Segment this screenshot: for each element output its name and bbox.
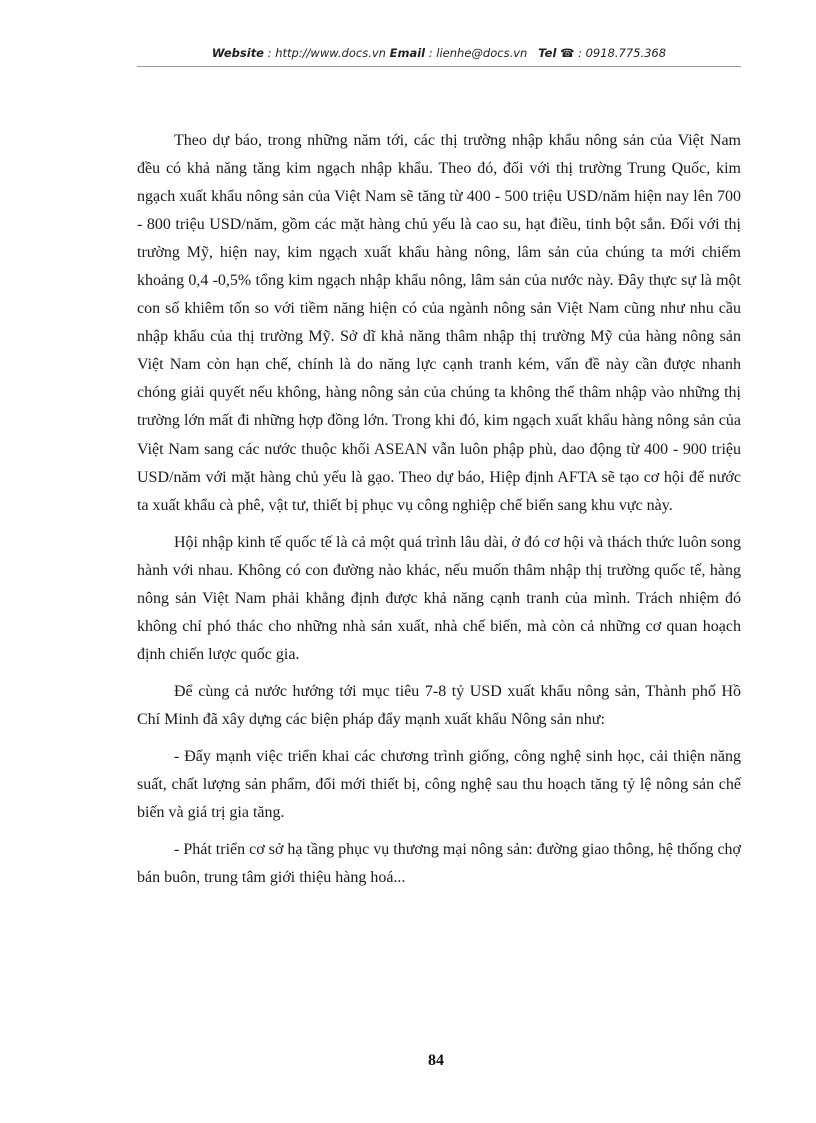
header-divider xyxy=(137,66,741,67)
bullet-item: - Đẩy mạnh việc triển khai các chương trình giống, công nghệ sinh học, cải thiện năng suất, chất lượng sản phẩm, đổi mới thiết bị, công nghệ sau thu hoạch tăng tỷ lệ nông sản chế biến và giá trị gia tăng. xyxy=(137,747,741,822)
paragraph-integration: Hội nhập kinh tế quốc tế là cả một quá trình lâu dài, ở đó cơ hội và thách thức luôn song hành với nhau. Không có con đường nào khác, nếu muốn thâm nhập thị trường quốc tế, hàng nông sản Việt Nam phải khẳng định được khả năng cạnh tranh của mình. Trách nhiệm đó không chỉ phó thác cho những nhà sản xuất, nhà chế biến, mà còn cả những cơ quan hoạch định chiến lược quốc gia. xyxy=(137,533,741,663)
tel-value: 0918.775.368 xyxy=(585,46,667,60)
email-separator: : xyxy=(425,46,437,60)
bullet-item: - Phát triển cơ sở hạ tầng phục vụ thương mại nông sản: đường giao thông, hệ thống chợ bán buôn, trung tâm giới thiệu hàng hoá... xyxy=(137,841,741,887)
email-value: lienhe@docs.vn xyxy=(436,46,528,60)
page-number: 84 xyxy=(428,1052,444,1069)
page-header xyxy=(137,46,741,60)
tel-label: Tel xyxy=(538,46,557,60)
website-value: http://www.docs.vn xyxy=(275,46,386,60)
paragraph-hcmc-measures: Để cùng cả nước hướng tới mục tiêu 7-8 tỷ USD xuất khẩu nông sản, Thành phố Hồ Chí Minh đã xây dựng các biện pháp đẩy mạnh xuất khẩu Nông sản như: xyxy=(137,682,741,728)
tel-separator: : xyxy=(574,46,586,60)
paragraph-export-forecast: Theo dự báo, trong những năm tới, các thị trường nhập khẩu nông sản của Việt Nam đều có khả năng tăng kim ngạch nhập khẩu. Theo đó, đối với thị trường Trung Quốc, kim ngạch xuất khẩu nông sản của Việt Nam sẽ tăng từ 400 - 500 triệu USD/năm hiện nay lên 700 - 800 triệu USD/năm, gồm các mặt hàng chủ yếu là cao su, hạt điều, tinh bột sắn. Đối với thị trường Mỹ, hiện nay, kim ngạch xuất khẩu hàng nông, lâm sản của chúng ta mới chiếm khoảng 0,4 -0,5% tổng kim ngạch nhập khẩu nông, lâm sản của nước này. Đây thực sự là một con số khiêm tốn so với tiềm năng hiện có của ngành nông sản Việt Nam cũng như nhu cầu nhập khẩu của thị trường Mỹ. Sở dĩ khả năng thâm nhập thị trường Mỹ của hàng nông sản Việt Nam còn hạn chế, chính là do năng lực cạnh tranh kém, vấn đề này cần được nhanh chóng giải quyết nếu không, hàng nông sản của chúng ta không thể thâm nhập vào những thị trường lớn mất đi những hợp đồng lớn. Trong khi đó, kim ngạch xuất khẩu hàng nông sản của Việt Nam sang các nước thuộc khối ASEAN vẫn luôn phập phù, dao động từ 400 - 900 triệu USD/năm với mặt hàng chủ yếu là gạo. Theo dự báo, Hiệp định AFTA sẽ tạo cơ hội để nước ta xuất khẩu cà phê, vật tư, thiết bị phục vụ công nghiệp chế biến sang khu vực này. xyxy=(137,132,741,514)
phone-icon: ☎ xyxy=(560,46,575,60)
website-label: Website xyxy=(211,46,264,60)
website-separator: : xyxy=(264,46,276,60)
document-body xyxy=(137,127,741,901)
email-label: Email xyxy=(389,46,426,60)
